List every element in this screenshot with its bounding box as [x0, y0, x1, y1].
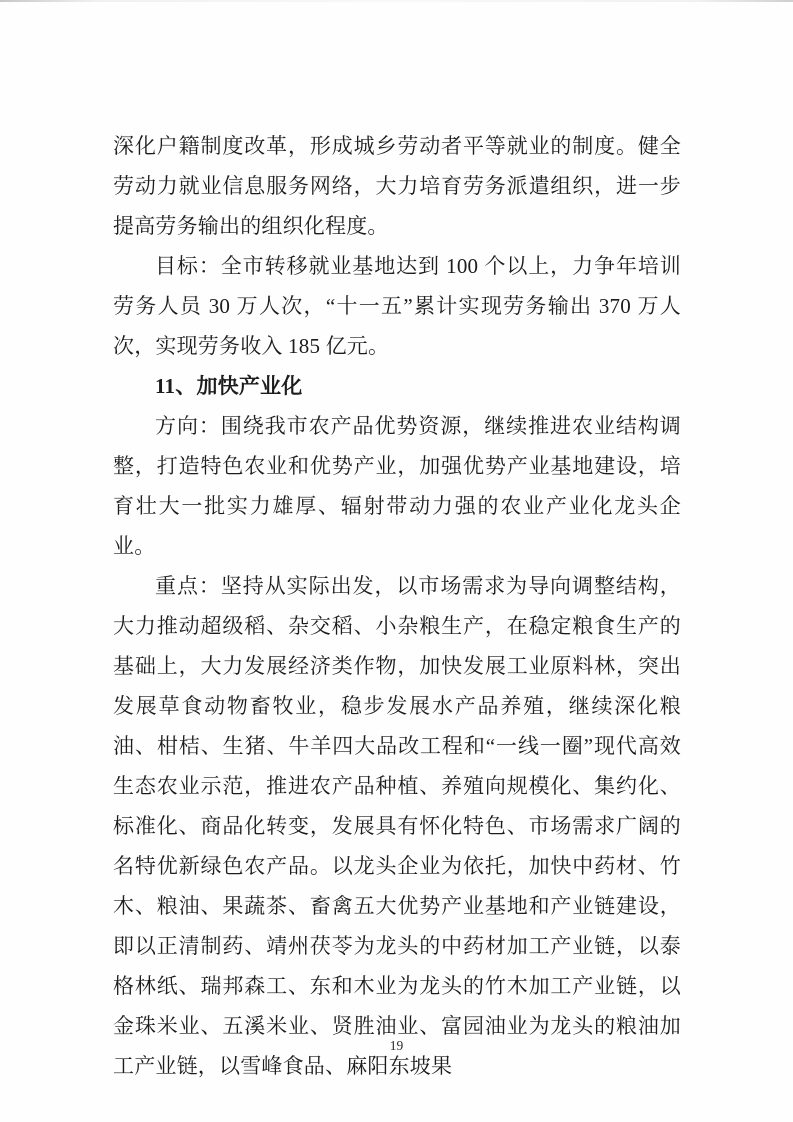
text-block	[113, 126, 681, 1086]
section-heading-industrialization: 11、加快产业化	[155, 374, 303, 398]
paragraph-industrialization-direction: 方向：围绕我市农产品优势资源，继续推进农业结构调整，打造特色农业和优势产业，加强优势产业基地建设，培育壮大一批实力雄厚、辐射带动力强的农业产业化龙头企业。	[113, 414, 681, 558]
paragraph-labor-export-goal: 目标：全市转移就业基地达到 100 个以上，力争年培训劳务人员 30 万人次，“十一五”累计实现劳务输出 370 万人次，实现劳务收入 185 亿元。	[113, 254, 681, 358]
paragraph-industrialization-focus: 重点：坚持从实际出发，以市场需求为导向调整结构，大力推动超级稻、杂交稻、小杂粮生产，在稳定粮食生产的基础上，大力发展经济类作物，加快发展工业原料林，突出发展草食动物畜牧业，稳步发展水产品养殖，继续深化粮油、柑桔、生猪、牛羊四大品改工程和“一线一圈”现代高效生态农业示范，推进农产品种植、养殖向规模化、集约化、标准化、商品化转变，发展具有怀化特色、市场需求广阔的名特优新绿色农产品。以龙头企业为依托，加快中药材、竹木、粮油、果蔬茶、畜禽五大优势产业基地和产业链建设，即以正清制药、靖州茯苓为龙头的中药材加工产业链，以泰格林纸、瑞邦森工、东和木业为龙头的竹木加工产业链，以金珠米业、五溪米业、贤胜油业、富园油业为龙头的粮油加工产业链，以雪峰食品、麻阳东坡果	[113, 574, 681, 1078]
paragraph-labor-export-continuation: 深化户籍制度改革，形成城乡劳动者平等就业的制度。健全劳动力就业信息服务网络，大力培育劳务派遣组织，进一步提高劳务输出的组织化程度。	[113, 134, 681, 238]
page-number: 19	[389, 1038, 404, 1053]
